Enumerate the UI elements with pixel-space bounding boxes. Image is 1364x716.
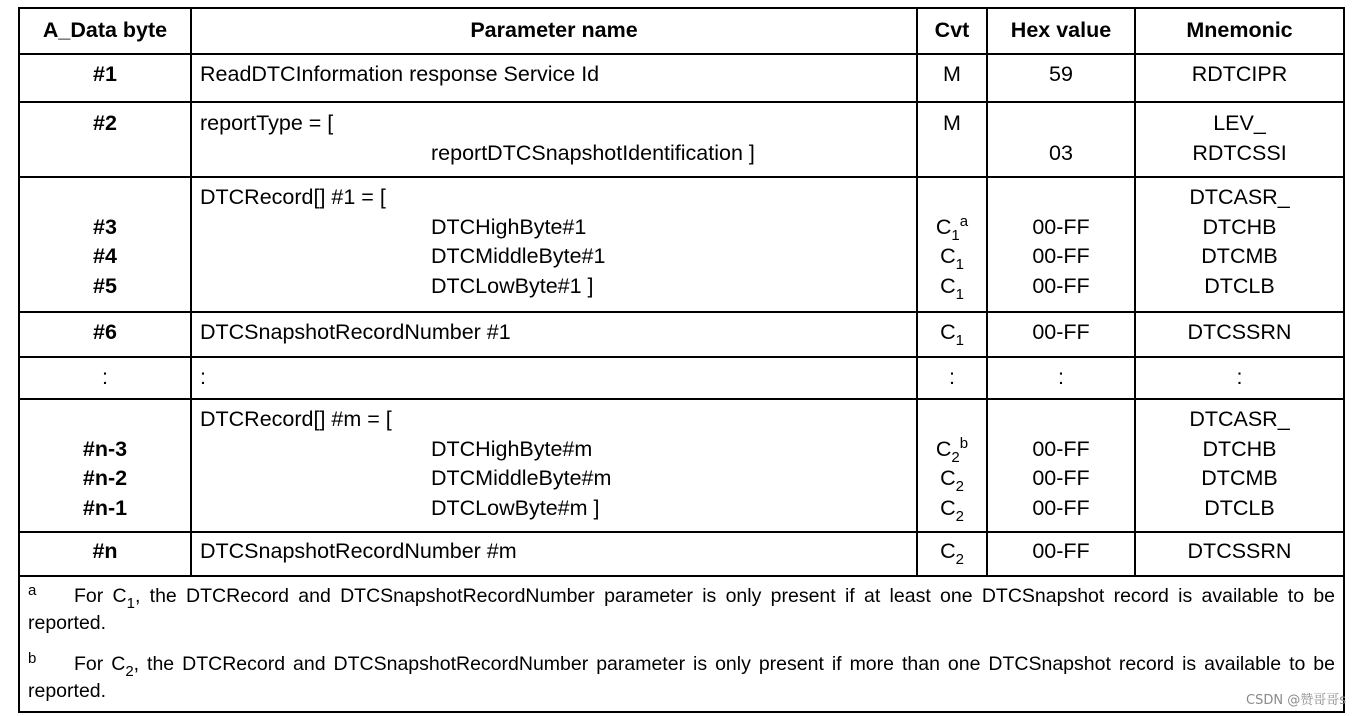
- cell-mnemonic: DTCSSRN: [1135, 312, 1344, 357]
- header-parameter-name: Parameter name: [191, 8, 917, 54]
- header-row: [19, 8, 1344, 54]
- cell-byte: #2: [19, 102, 191, 177]
- cell-param: [191, 102, 917, 177]
- cell-hex: 00-FF: [987, 312, 1135, 357]
- cell-byte: :: [19, 357, 191, 399]
- cell-cvt: $C_1$: [917, 312, 987, 357]
- cell-cvt: $C_2^b$ $C_2$ $C_2$: [917, 399, 987, 532]
- param-item: DTCHighByte#m: [431, 436, 593, 461]
- cell-hex: 00-FF: [987, 532, 1135, 576]
- table-row-ellipsis: [19, 357, 1344, 399]
- cell-cvt: M: [917, 102, 987, 177]
- table-row: [19, 312, 1344, 357]
- cell-hex: 59: [987, 54, 1135, 102]
- cell-byte: #3 #4 #5: [19, 177, 191, 312]
- header-cvt: Cvt: [917, 8, 987, 54]
- cell-cvt: $C_2$: [917, 532, 987, 576]
- cell-mnemonic: DTCASR_ DTCHB DTCMB DTCLB: [1135, 177, 1344, 312]
- cell-hex: 03: [987, 102, 1135, 177]
- table-row: [19, 399, 1344, 532]
- cell-hex: 00-FF 00-FF 00-FF: [987, 399, 1135, 532]
- cell-cvt: M: [917, 54, 987, 102]
- cell-byte: #n: [19, 532, 191, 576]
- cell-mnemonic: :: [1135, 357, 1344, 399]
- cell-param: :: [191, 357, 917, 399]
- param-item: reportDTCSnapshotIdentification ]: [431, 140, 755, 165]
- cell-mnemonic: DTCSSRN: [1135, 532, 1344, 576]
- param-item: DTCMiddleByte#m: [431, 466, 612, 490]
- footnote-b: b For $C_2$, the DTCRecord and DTCSnapshotRecordNumber parameter is only present if more than one DTCSnapshot record is available to be reported.: [28, 650, 1335, 702]
- table-row: [19, 177, 1344, 312]
- cell-mnemonic: DTCASR_ DTCHB DTCMB DTCLB: [1135, 399, 1344, 532]
- header-mnemonic: Mnemonic: [1135, 8, 1344, 54]
- table-row: [19, 54, 1344, 102]
- param-item: DTCMiddleByte#1: [431, 244, 606, 268]
- cell-param: DTCSnapshotRecordNumber #m: [191, 532, 917, 576]
- cell-mnemonic: RDTCIPR: [1135, 54, 1344, 102]
- header-a-data-byte: A_Data byte: [19, 8, 191, 54]
- header-hex-value: Hex value: [987, 8, 1135, 54]
- param-item: DTCHighByte#1: [431, 214, 587, 239]
- cell-cvt: $C_1^a$ $C_1$ $C_1$: [917, 177, 987, 312]
- cell-param: [191, 399, 917, 532]
- param-item: DTCLowByte#1 ]: [431, 273, 594, 298]
- cell-param: [191, 177, 917, 312]
- watermark: CSDN @赞哥哥s: [1246, 693, 1346, 708]
- footnote-a: a For $C_1$, the DTCRecord and DTCSnapshotRecordNumber parameter is only present if at least one DTCSnapshot record is available to be reported.: [28, 582, 1336, 634]
- footnotes: [19, 576, 1344, 712]
- cell-byte: #1: [19, 54, 191, 102]
- cell-param: ReadDTCInformation response Service Id: [191, 54, 917, 102]
- footnotes-row: [19, 576, 1344, 712]
- cell-byte: #6: [19, 312, 191, 357]
- cell-param: DTCSnapshotRecordNumber #1: [191, 312, 917, 357]
- cell-cvt: :: [917, 357, 987, 399]
- table-row: [19, 102, 1344, 177]
- param-item: DTCLowByte#m ]: [431, 495, 600, 520]
- param-open: DTCRecord[] #m = [: [200, 407, 392, 431]
- dtc-response-table: [18, 7, 1345, 713]
- cell-byte: #n-3 #n-2 #n-1: [19, 399, 191, 532]
- table-row: [19, 532, 1344, 576]
- cell-hex: 00-FF 00-FF 00-FF: [987, 177, 1135, 312]
- param-open: reportType = [: [200, 111, 334, 135]
- param-open: DTCRecord[] #1 = [: [200, 185, 386, 209]
- cell-hex: :: [987, 357, 1135, 399]
- cell-mnemonic: LEV_ RDTCSSI: [1135, 102, 1344, 177]
